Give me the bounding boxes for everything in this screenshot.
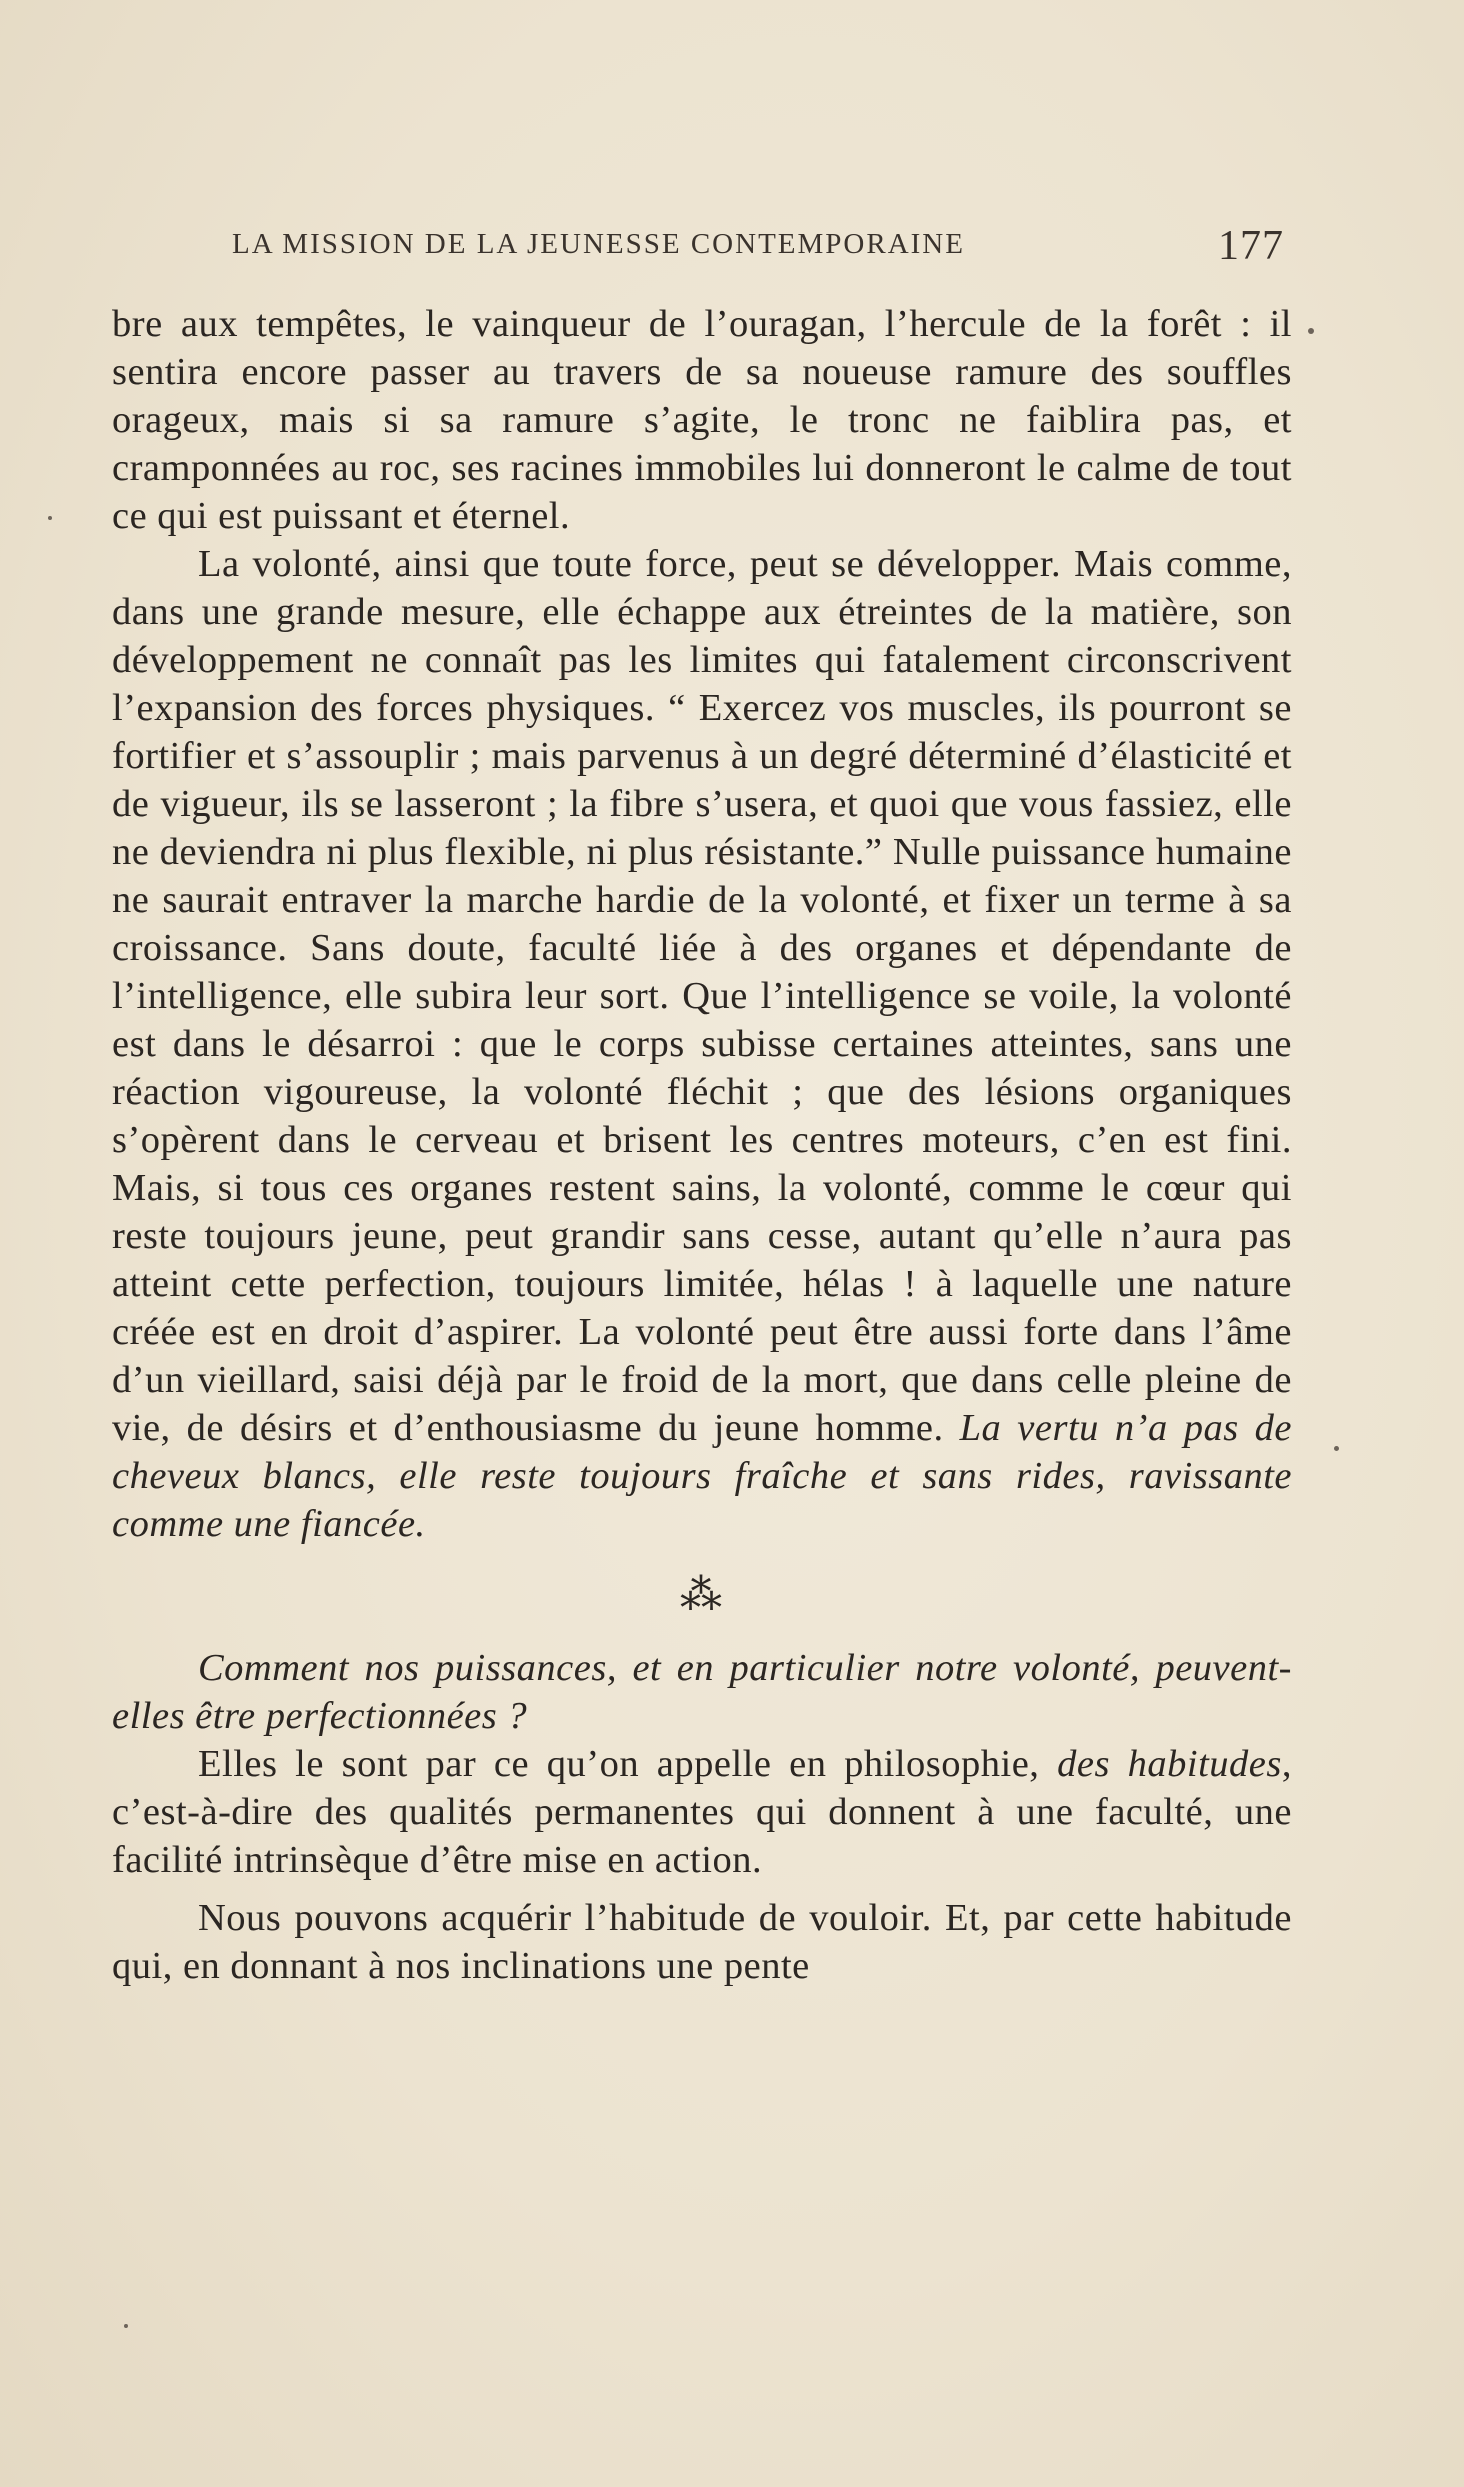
question-paragraph: [112, 1644, 1292, 1740]
running-head: [232, 223, 1284, 269]
answer-paragraph: [112, 1740, 1292, 1884]
section-asterism: ⁂: [680, 1573, 724, 1619]
answer-after: , c’est-à-dire des qualités permanentes qui donnent à une faculté, une facilité intrinsèque d’être mise en action.: [112, 1743, 1292, 1881]
running-title: LA MISSION DE LA JEUNESSE CONTEMPORAINE: [232, 228, 965, 260]
paper-speck: [124, 2324, 128, 2328]
paragraph-volonte: [112, 540, 1292, 1548]
paragraph-continuation: bre aux tempêtes, le vainqueur de l’ouragan, l’hercule de la forêt : il sentira encore passer au travers de sa noueuse ramure des souffles orageux, mais si sa ramure s’agite, le tronc ne faiblira pas, et cramponnées au roc, ses racines immobiles lui donneront le calme de tout ce qui est puissant et éternel.: [112, 303, 1292, 537]
paragraph-volonte-text: La volonté, ainsi que toute force, peut se développer. Mais comme, dans une grande mesure, elle échappe aux étreintes de la matière, son développement ne connaît pas les limites qui fatalement circonscrivent l’expansion des forces physiques. “ Exercez vos muscles, ils pourront se fortifier et s’assouplir ; mais parvenus à un degré déterminé d’élasticité et de vigueur, ils se lasseront ; la fibre s’usera, et quoi que vous fassiez, elle ne deviendra ni plus flexible, ni plus résistante.” Nulle puissance humaine ne saurait entraver la marche hardie de la volonté, et fixer un terme à sa croissance. Sans doute, faculté liée à des organes et dépendante de l’intelligence, elle subira leur sort. Que l’intelligence se voile, la volonté est dans le désarroi : que le corps subisse certaines atteintes, sans une réaction vigoureuse, la volonté fléchit ; que des lésions organiques s’opèrent dans le cerveau et brisent les centres moteurs, c’en est fini. Mais, si tous ces organes restent sains, la volonté, comme le cœur qui reste toujours jeune, peut grandir sans cesse, autant qu’elle n’aura pas atteint cette perfection, toujours limitée, hélas ! à laquelle une nature créée est en droit d’aspirer. La volonté peut être aussi forte dans l’âme d’un vieillard, saisi déjà par le froid de la mort, que dans celle pleine de vie, de désirs et d’enthousiasme du jeune homme.: [112, 543, 1292, 1449]
answer-term: des habitudes: [1057, 1743, 1282, 1785]
last-paragraph: Nous pouvons acquérir l’habitude de vouloir. Et, par cette habitude qui, en donnant à nos inclinations une pente: [112, 1897, 1292, 1987]
question-text: Comment nos puissances, et en particulier notre volonté, peuvent-elles être perfectionnées ?: [112, 1647, 1292, 1737]
paragraph-volonte-italic: La vertu n’a pas de cheveux blancs, elle reste toujours fraîche et sans rides, ravissante comme une fiancée.: [112, 1407, 1292, 1545]
paper-speck: [1334, 1446, 1339, 1451]
page-body: [112, 300, 1292, 1990]
page-number: 177: [1218, 223, 1284, 269]
paper-speck: [48, 516, 52, 520]
paper-speck: [1308, 328, 1314, 334]
answer-before: Elles le sont par ce qu’on appelle en philosophie,: [198, 1743, 1040, 1785]
